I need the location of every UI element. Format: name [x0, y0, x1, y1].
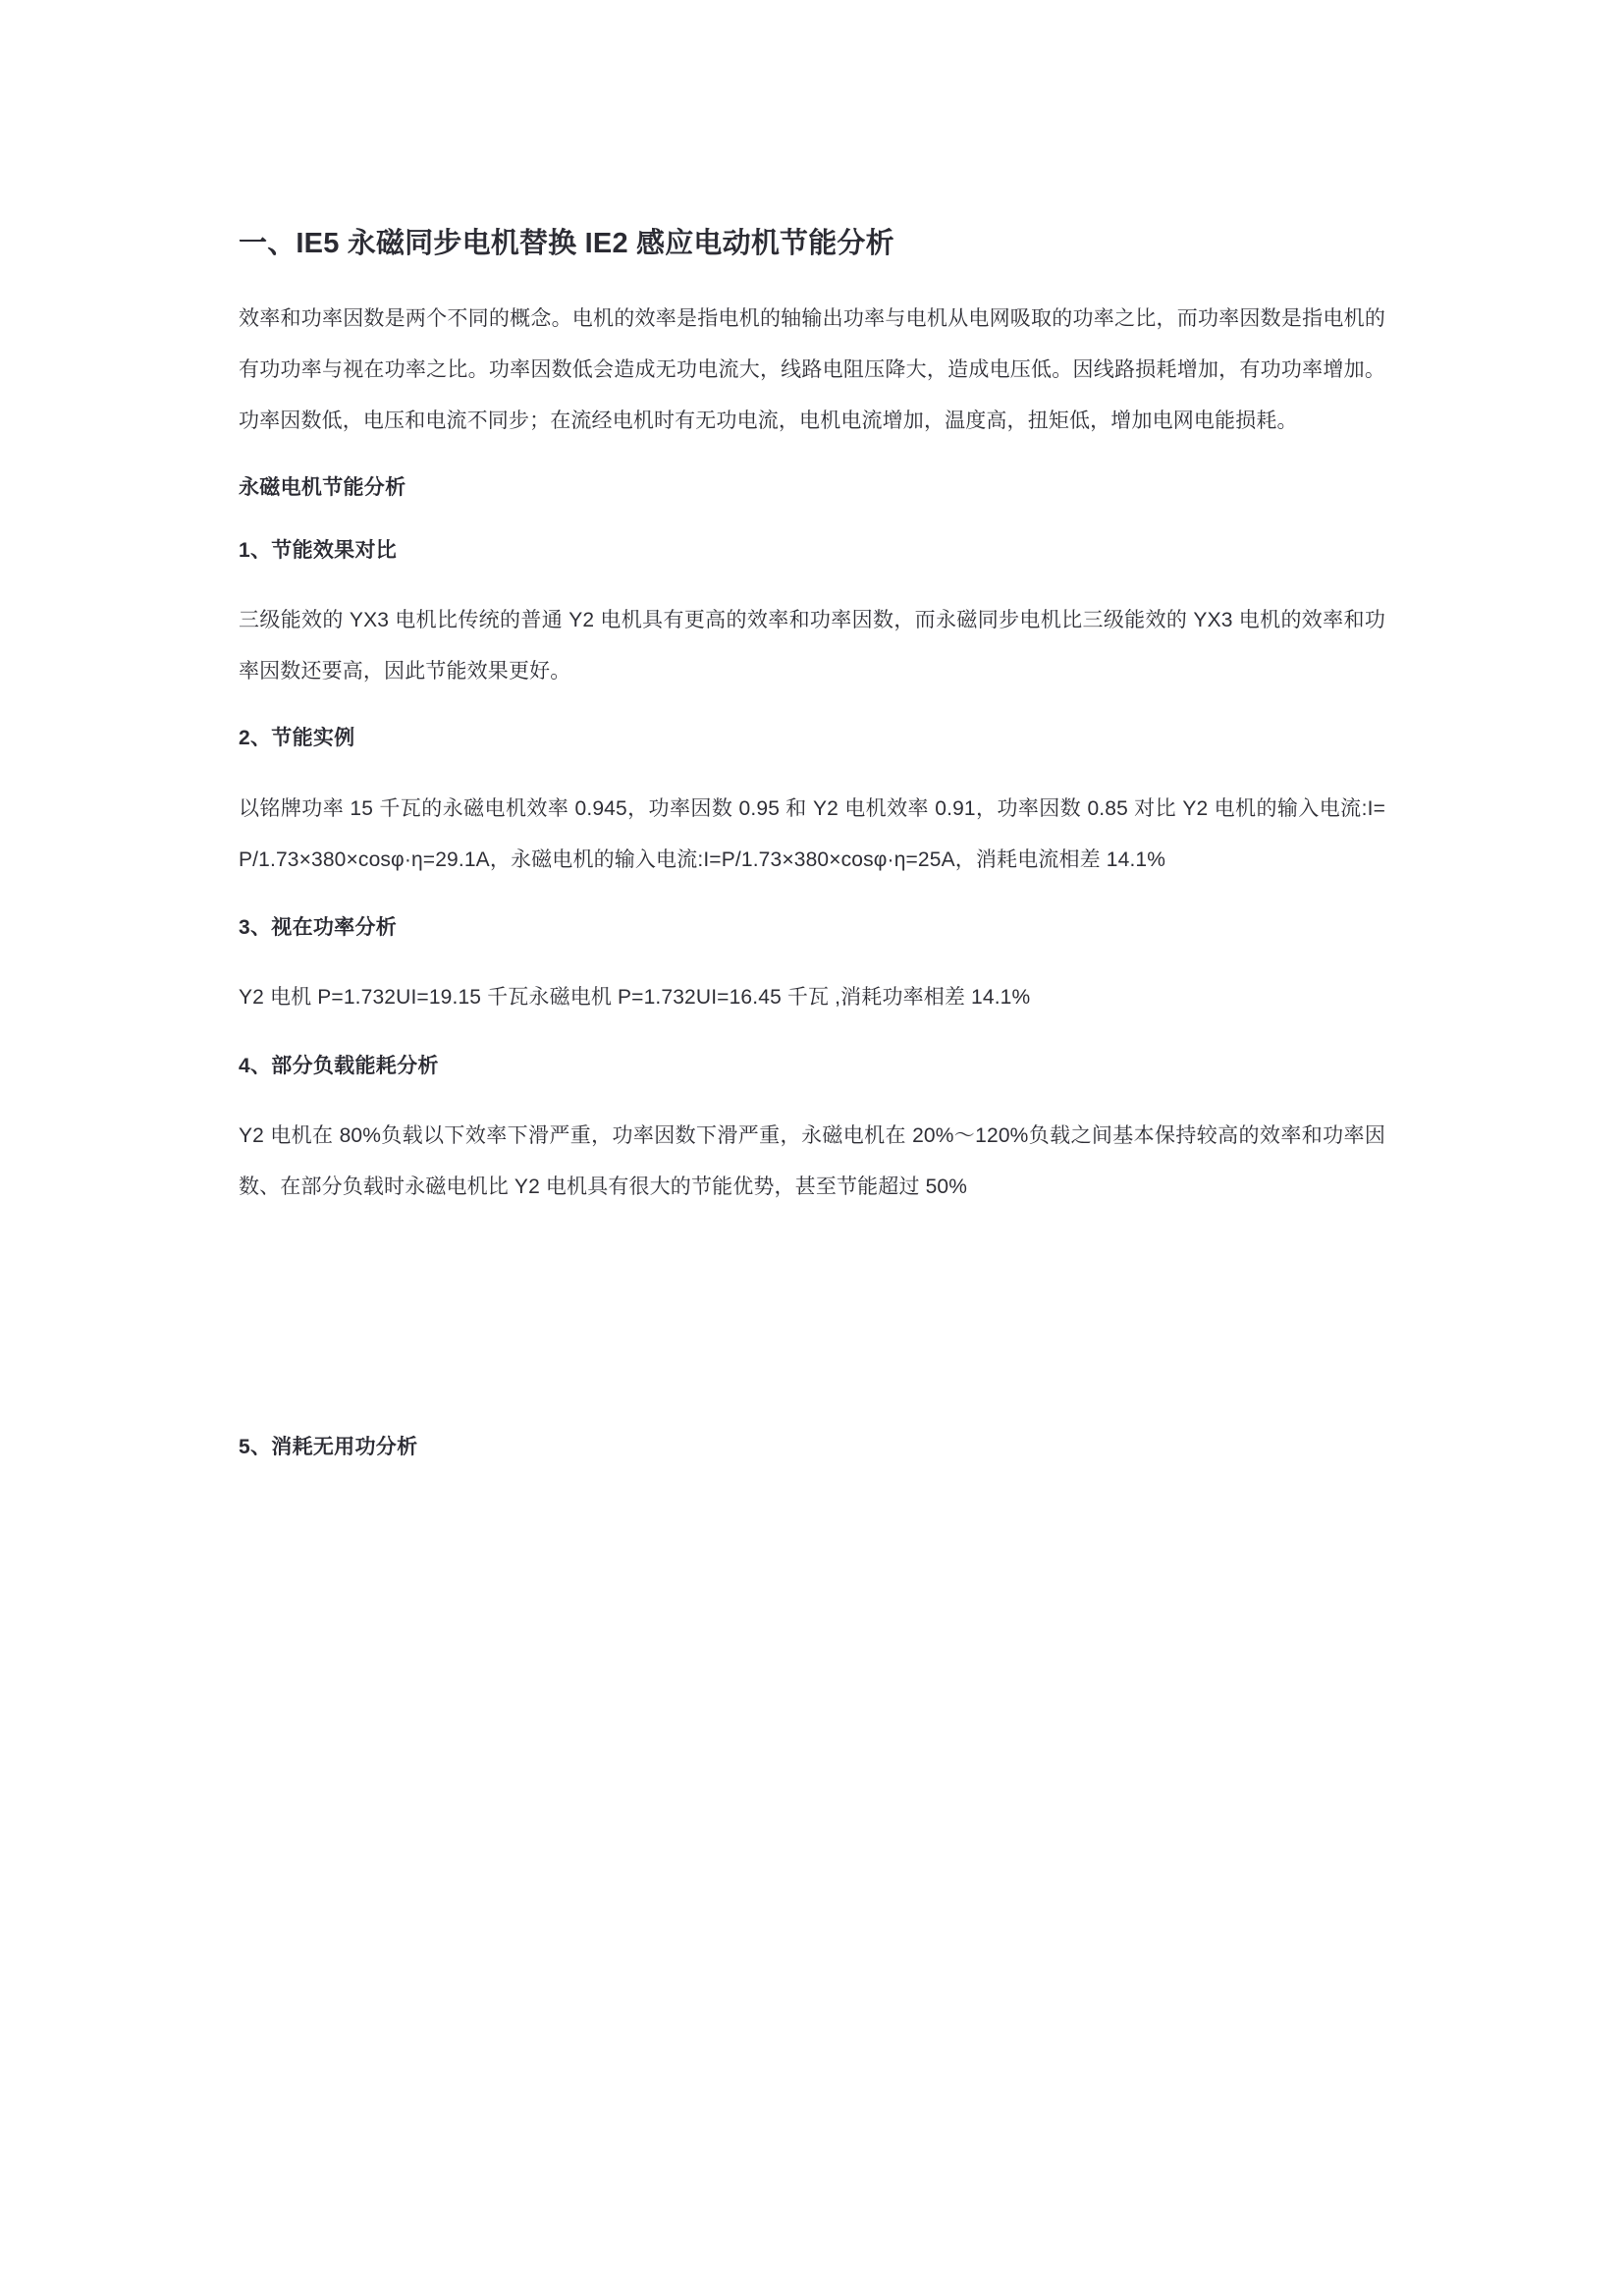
- spacer: [239, 1081, 1385, 1111]
- spacer: [239, 886, 1385, 913]
- subsection-heading-1: 1、节能效果对比: [239, 538, 398, 562]
- page-title: 一、IE5 永磁同步电机替换 IE2 感应电动机节能分析: [239, 228, 894, 259]
- spacer: [239, 754, 1385, 784]
- subsection-body-2: 以铭牌功率 15 千瓦的永磁电机效率 0.945，功率因数 0.95 和 Y2 电机效率 0.91，功率因数 0.85 对比 Y2 电机的输入电流:I=P/1.73×380×cosφ·η=29.1A，永磁电机的输入电流:I=P/1.73×380×cosφ·η=25A，消耗电流相差 14.1%: [239, 796, 1385, 871]
- spacer: [239, 504, 1385, 536]
- spacer: [239, 1213, 1385, 1433]
- subsection-body-1: 三级能效的 YX3 电机比传统的普通 Y2 电机具有更高的效率和功率因数，而永磁同步电机比三级能效的 YX3 电机的效率和功率因数还要高，因此节能效果更好。: [239, 609, 1385, 683]
- spacer: [239, 1024, 1385, 1052]
- spacer: [239, 566, 1385, 595]
- spacer: [239, 447, 1385, 473]
- spacer: [239, 264, 1385, 294]
- subsection-heading-3: 3、视在功率分析: [239, 916, 398, 940]
- spacer: [239, 697, 1385, 724]
- subsection-heading-2: 2、节能实例: [239, 727, 355, 750]
- document-content: [239, 224, 1385, 1463]
- spacer: [239, 943, 1385, 972]
- subsection-heading-5: 5、消耗无用功分析: [239, 1436, 418, 1459]
- subsection-body-4: Y2 电机在 80%负载以下效率下滑严重，功率因数下滑严重，永磁电机在 20%～120%负载之间基本保持较高的效率和功率因数、在部分负载时永磁电机比 Y2 电机具有很大的节能优势，甚至节能超过 50%: [239, 1123, 1385, 1199]
- subsection-body-3: Y2 电机 P=1.732UI=19.15 千瓦永磁电机 P=1.732UI=16.45 千瓦 ,消耗功率相差 14.1%: [239, 986, 1031, 1010]
- intro-paragraph: 效率和功率因数是两个不同的概念。电机的效率是指电机的轴输出功率与电机从电网吸取的功率之比，而功率因数是指电机的有功功率与视在功率之比。功率因数低会造成无功电流大，线路电阻压降大，造成电压低。因线路损耗增加，有功功率增加。功率因数低，电压和电流不同步；在流经电机时有无功电流，电机电流增加，温度高，扭矩低，增加电网电能损耗。: [239, 307, 1385, 433]
- subsection-heading-4: 4、部分负载能耗分析: [239, 1054, 439, 1077]
- section-heading-permanent-magnet-analysis: 永磁电机节能分析: [239, 476, 406, 500]
